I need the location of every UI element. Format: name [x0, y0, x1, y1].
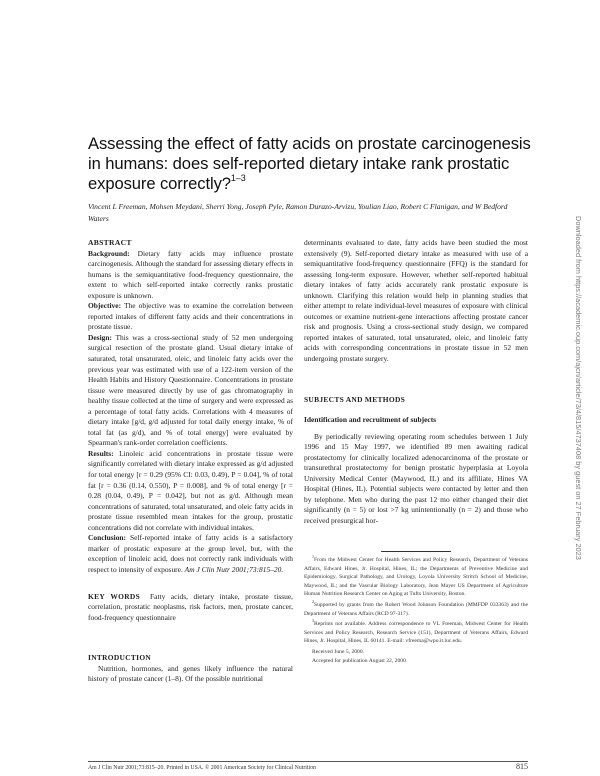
- conclusion-text: Self-reported intake of fatty acids is a satisfactory marker of prostatic exposure at the group level, but, with the exception of linoleic acid, does not correctly rank individuals with respect to intensity of exposure.: [88, 533, 294, 574]
- footnote-1-text: From the Midwest Center for Health Services and Policy Research, Department of Veterans Affairs, Edward Hines, Jr. Hospital, Hines, IL; the Departments of Preventive Medicine and Epidemiology, Surgical Pathology, and Urology, Loyola University Stritch School of Medicine, Maywood, IL; and the Vascular Biology Laboratory, Jean Mayer US Department of Agriculture Human Nutrition Research Center on Aging at Tufts University, Boston.: [304, 557, 528, 598]
- introduction-heading: INTRODUCTION: [88, 653, 152, 663]
- design-label: Design:: [88, 332, 112, 342]
- accepted-date: Accepted for publication August 22, 2000.: [312, 657, 408, 664]
- abstract-citation: Am J Clin Nutr 2001;73:815–20.: [184, 564, 284, 574]
- recruitment-subheading: Identification and recruitment of subjects: [304, 415, 437, 425]
- results-text: Linoleic acid concentrations in prostate tissue were significantly correlated with dietary intake expressed as g/d adjusted for total energy [r = 0.29 (95% CI: 0.03, 0.49), P = 0.04], % of total fat [r = 0.36 (0.14, 0.550), P = 0.008], and % of total energy [r = 0.28 (0.04, 0.49), P = 0.042], but not as g/d. Although mean concentrations of saturated, total unsaturated, and oleic fatty acids in prostate tissue resembled mean intakes for the group, prostatic concentrations did not correlate with individual intakes.: [88, 448, 294, 532]
- left-column: [88, 238, 293, 685]
- footnote-3: [304, 620, 528, 646]
- footnote-divider: [381, 551, 451, 552]
- methods-heading: SUBJECTS AND METHODS: [304, 394, 406, 404]
- keywords: [88, 592, 293, 624]
- abstract-objective: [88, 301, 293, 333]
- keywords-text: Fatty acids, dietary intake, prostate tissue, correlation, prostatic neoplasms, risk factors, men, prostate cancer, food-frequency questionnaire: [88, 591, 293, 622]
- results-label: Results:: [88, 448, 114, 458]
- intro-continuation-paragraph: determinants evaluated to date, fatty acids have been studied the most extensively (9). Self-reported dietary intake as measured with use of a semiquantitative food-frequency questionnaire (FFQ) is the standard for assessing long-term exposure. However, whether self-reported habitual dietary intakes of fatty acids accurately rank prostatic exposure is unknown. Clarifying this relation would help in planning studies that either attempt to relate individual-level measures of exposure with clinical outcomes or examine nutrient-gene interactions affecting prostate cancer risk and prognosis. Using a cross-sectional study design, we compared reported intakes of saturated, total unsaturated, oleic, and linoleic fatty acids with corresponding concentrations in prostate tissue in 52 men undergoing prostate surgery.: [304, 238, 528, 364]
- title-footnote-marker: 1–3: [230, 173, 246, 184]
- abstract-conclusion: [88, 533, 293, 575]
- abstract-design: [88, 333, 293, 449]
- footnote-3-text: Reprints not available. Address correspondence to VL Freeman, Midwest Center for Health Services and Policy Research, Research Service (151), Department of Veterans Affairs, Edward Hines, Jr. Hospital, Hines, IL 60141. E-mail: vfreema@wpo.it.luc.edu.: [304, 621, 528, 645]
- download-watermark-text: Downloaded from https://academic.oup.com/ajcn/article/73/4/815/4737408 by guest on 27 February 2023: [574, 216, 583, 560]
- footnote-1-number: 1: [312, 554, 314, 560]
- abstract-background: [88, 249, 293, 302]
- page-footer-divider: [88, 761, 528, 762]
- objective-label: Objective:: [88, 301, 122, 311]
- design-text: This was a cross-sectional study of 52 men undergoing surgical resection of the prostate gland. Usual dietary intake of saturated, total unsaturated, oleic, and linoleic fatty acids over the previous year was estimated with use of a 122-item version of the Health Habits and History Questionnaire. Concentrations in prostate tissue were measured directly by use of gas chromatography in healthy tissue collected at the time of surgery and were expressed as a percentage of total fatty acids. Correlations with 4 measures of dietary intake [g/d, g/d adjusted for total daily energy intake, % of total fat (as g/d), and % of total energy] were evaluated by Spearman's rank-order correlation coefficients.: [88, 332, 293, 448]
- article-title-text: Assessing the effect of fatty acids on prostate carcinogenesis in humans: does self-reported dietary intake rank prostatic exposure correctly?: [88, 134, 531, 193]
- footnote-3-number: 3: [312, 618, 314, 624]
- right-column: [304, 238, 528, 527]
- objective-text: The objective was to examine the correlation between reported intakes of different fatty acids and their concentrations in prostate tissue.: [88, 301, 293, 332]
- received-date: Received June 5, 2000.: [312, 648, 365, 655]
- abstract-results: [88, 449, 293, 533]
- footnotes: [304, 556, 528, 665]
- keywords-label: KEY WORDS: [88, 591, 141, 601]
- footnote-1: [304, 556, 528, 599]
- article-title: [88, 134, 533, 194]
- footnote-2: [304, 601, 528, 618]
- footnote-2-text: Supported by grants from the Robert Wood Johnson Foundation (MMFDP 033363) and the Department of Veterans Affairs (RCD 97-317).: [304, 601, 528, 617]
- abstract-heading: ABSTRACT: [88, 238, 132, 247]
- page-number: 815: [516, 762, 528, 771]
- background-text: Dietary fatty acids may influence prostate carcinogenesis. Although the standard for assessing dietary effects in humans is the semiquantitative food-frequency questionnaire, the extent to which self-reported intake correctly ranks prostatic exposure is unknown.: [88, 248, 294, 300]
- recruitment-paragraph: By periodically reviewing operating room schedules between 1 July 1996 and 15 May 1997, we identified 89 men awaiting radical prostatectomy for clinically localized adenocarcinoma of the prostate or transurethral prostatectomy for benign prostatic hyperplasia at Loyola University Medical Center (Maywood, IL) and its affiliate, Hines VA Hospital (Hines, IL). Potential subjects were contacted by letter and then by telephone. Men who during the past 12 mo either changed their diet significantly (n = 5) or lost >7 kg unintentionally (n = 2) and those who received presurgical hor-: [304, 431, 528, 526]
- background-label: Background:: [88, 248, 130, 258]
- author-list: Vincent L Freeman, Mohsen Meydani, Sherri Yong, Joseph Pyle, Ramon Durazo-Arvizu, Youlian Liao, Robert C Flanigan, and W Bedford Waters: [88, 202, 508, 223]
- footer-citation: Am J Clin Nutr 2001;73:815–20. Printed in USA. © 2001 American Society for Clinical Nutrition: [88, 765, 316, 771]
- introduction-paragraph: Nutrition, hormones, and genes likely influence the natural history of prostate cancer (1–8). Of the possible nutritional: [88, 663, 293, 684]
- conclusion-label: Conclusion:: [88, 533, 127, 543]
- footnote-2-number: 2: [312, 599, 314, 605]
